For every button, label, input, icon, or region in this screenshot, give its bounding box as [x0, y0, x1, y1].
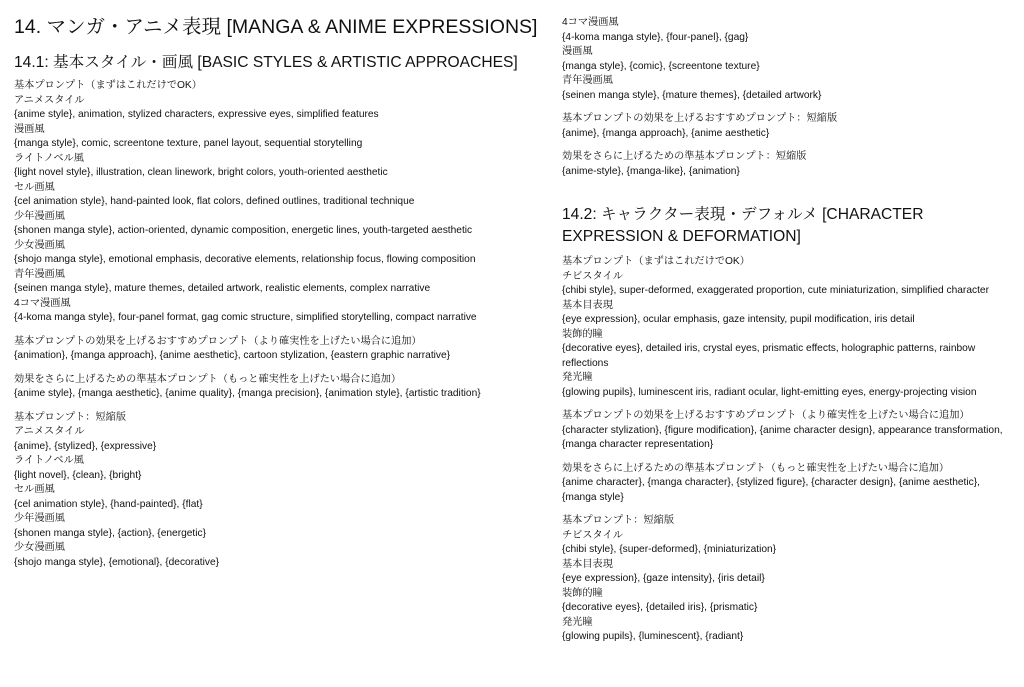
semi-basic-prompt-heading: 効果をさらに上げるための準基本プロンプト（もっと確実性を上げたい場合に追加）	[14, 373, 402, 385]
short-item-text: {light novel}, {clean}, {bright}	[14, 469, 142, 481]
item-text: {seinen manga style}, {mature themes}, {detailed artwork}	[562, 89, 822, 101]
short-item-label: 基本目表現	[562, 558, 613, 570]
item-text: {4-koma manga style}, four-panel format, gag comic structure, simplified storytelling, compact narrative	[14, 312, 477, 323]
short-item-text: {eye expression}, {gaze intensity}, {iris detail}	[562, 573, 765, 584]
basic-prompt-heading: 基本プロンプト（まずはこれだけでOK）	[562, 256, 750, 267]
short-item-text: {shojo manga style}, {emotional}, {decorative}	[14, 556, 220, 568]
subsection-title: 14.1: 基本スタイル・画風 [BASIC STYLES & ARTISTIC APPROACHES]	[14, 54, 518, 71]
item-text: {glowing pupils}, luminescent iris, radiant ocular, light-emitting eyes, energy-projecting vision	[562, 386, 977, 398]
short-item-label: 少女漫画風	[14, 542, 65, 553]
recommended-short-text: {anime}, {manga approach}, {anime aesthetic}	[562, 127, 770, 139]
item-label: 少年漫画風	[14, 210, 65, 222]
recommended-prompt-heading: 基本プロンプトの効果を上げるおすすめプロンプト（より確実性を上げたい場合に追加）	[14, 335, 422, 347]
item-label: 漫画風	[562, 46, 593, 57]
item-text: {decorative eyes}, detailed iris, crystal eyes, prismatic effects, holographic patterns, rainbow reflections	[562, 343, 976, 369]
item-label: アニメスタイル	[14, 94, 85, 106]
short-item-text: {glowing pupils}, {luminescent}, {radiant}	[562, 631, 744, 642]
item-text: {seinen manga style}, mature themes, detailed artwork, realistic elements, complex narrative	[14, 283, 431, 294]
item-label: セル画風	[14, 181, 55, 193]
short-version-heading: 基本プロンプト：短縮版	[562, 515, 675, 526]
item-text: {chibi style}, super-deformed, exaggerated proportion, cute miniaturization, simplified character	[562, 285, 989, 296]
recommended-prompt-text: {character stylization}, {figure modification}, {anime character design}, appearance transformation, {manga character representation}	[562, 424, 1003, 450]
item-label: チビスタイル	[562, 270, 623, 282]
recommended-short-heading: 基本プロンプトの効果を上げるおすすめプロンプト：短縮版	[562, 113, 838, 124]
recommended-prompt-heading: 基本プロンプトの効果を上げるおすすめプロンプト（より確実性を上げたい場合に追加）	[562, 410, 970, 421]
semi-basic-prompt-text: {anime style}, {manga aesthetic}, {anime quality}, {manga precision}, {animation style}, {artistic tradition}	[14, 388, 481, 399]
short-item-label: 発光瞳	[562, 616, 593, 628]
item-text: {eye expression}, ocular emphasis, gaze intensity, pupil modification, iris detail	[562, 314, 915, 325]
short-item-label: 少年漫画風	[14, 513, 65, 524]
short-item-text: {decorative eyes}, {detailed iris}, {prismatic}	[562, 602, 758, 613]
item-text: {manga style}, {comic}, {screentone texture}	[562, 60, 760, 72]
item-text: {4-koma manga style}, {four-panel}, {gag}	[562, 31, 749, 43]
item-label: 基本目表現	[562, 299, 613, 311]
item-text: {shonen manga style}, action-oriented, dynamic composition, energetic lines, youth-targeted aesthetic	[14, 225, 473, 236]
short-item-label: アニメスタイル	[14, 426, 85, 437]
short-item-label: ライトノベル風	[14, 455, 84, 466]
subsection-title: 14.2: キャラクター表現・デフォルメ [CHARACTER EXPRESSION & DEFORMATION]	[562, 206, 924, 245]
item-label: 漫画風	[14, 123, 45, 135]
item-text: {manga style}, comic, screentone texture, panel layout, sequential storytelling	[14, 138, 363, 149]
section-title: 14. マンガ・アニメ表現 [MANGA & ANIME EXPRESSIONS]	[14, 16, 538, 38]
short-version-heading: 基本プロンプト：短縮版	[14, 411, 127, 423]
semi-basic-short-heading: 効果をさらに上げるための準基本プロンプト：短縮版	[562, 151, 807, 162]
item-text: {anime style}, animation, stylized characters, expressive eyes, simplified features	[14, 109, 379, 120]
recommended-prompt-text: {animation}, {manga approach}, {anime aesthetic}, cartoon stylization, {eastern graphic narrative}	[14, 350, 451, 361]
item-label: 4コマ漫画風	[14, 297, 71, 309]
short-item-label: チビスタイル	[562, 529, 623, 541]
item-label: 装飾的瞳	[562, 328, 603, 340]
short-item-text: {cel animation style}, {hand-painted}, {flat}	[14, 498, 203, 510]
short-item-text: {chibi style}, {super-deformed}, {miniaturization}	[562, 544, 777, 555]
item-text: {light novel style}, illustration, clean linework, bright colors, youth-oriented aesthetic	[14, 167, 388, 178]
item-text: {shojo manga style}, emotional emphasis, decorative elements, relationship focus, flowing composition	[14, 254, 476, 265]
right-column	[562, 0, 1012, 645]
short-item-text: {anime}, {stylized}, {expressive}	[14, 440, 157, 452]
item-label: 少女漫画風	[14, 239, 65, 251]
item-label: 4コマ漫画風	[562, 17, 619, 28]
item-label: ライトノベル風	[14, 152, 84, 164]
semi-basic-prompt-text: {anime character}, {manga character}, {stylized figure}, {character design}, {anime aesthetic}, {manga style}	[562, 477, 980, 503]
short-item-label: 装飾的瞳	[562, 587, 603, 599]
item-label: 青年漫画風	[14, 268, 65, 280]
basic-prompt-heading: 基本プロンプト（まずはこれだけでOK）	[14, 80, 202, 91]
item-label: 発光瞳	[562, 372, 593, 383]
item-text: {cel animation style}, hand-painted look, flat colors, defined outlines, traditional technique	[14, 196, 415, 207]
item-label: 青年漫画風	[562, 75, 613, 86]
short-item-text: {shonen manga style}, {action}, {energetic}	[14, 527, 207, 539]
semi-basic-short-text: {anime-style}, {manga-like}, {animation}	[562, 165, 740, 177]
short-item-label: セル画風	[14, 484, 55, 495]
left-column	[14, 0, 544, 570]
semi-basic-prompt-heading: 効果をさらに上げるための準基本プロンプト（もっと確実性を上げたい場合に追加）	[562, 462, 950, 474]
